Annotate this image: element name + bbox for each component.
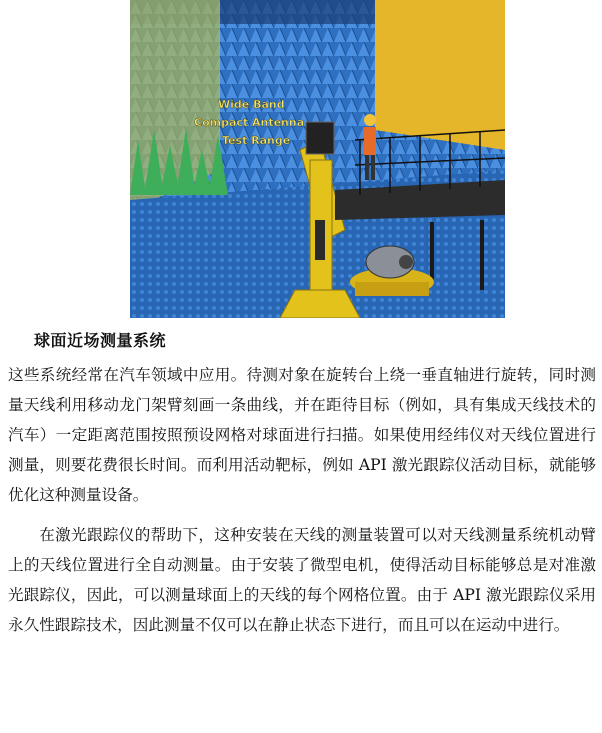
antenna-test-range-photo <box>130 0 505 318</box>
section-heading: 球面近场测量系统 <box>34 331 167 350</box>
paragraph-2: 在激光跟踪仪的帮助下，这种安装在天线的测量装置可以对天线测量系统机动臂上的天线位置进行全自动测量。由于安装了微型电机，使得活动目标能够总是对准激光跟踪仪，因此，可以测量球面上的天线的每个网格位置。由于 API 激光跟踪仪采用永久性跟踪技术，因此测量不仅可以在静止状态下进行，而且可以在运动中进行。 <box>8 526 596 634</box>
paragraph-1: 这些系统经常在汽车领域中应用。待测对象在旋转台上绕一垂直轴进行旋转，同时测量天线利用移动龙门架臂刻画一条曲线，并在距待目标（例如，具有集成天线技术的汽车）一定距离范围按照预设网格对球面进行扫描。如果使用经纬仪对天线位置进行测量，则要花费很长时间。而利用活动靶标，例如 API 激光跟踪仪活动目标，就能够优化这种测量设备。 <box>8 366 596 504</box>
overlay-label-line-3: Test Range <box>222 134 291 147</box>
overlay-label-line-1: Wide Band <box>218 98 285 111</box>
body-text <box>8 360 596 640</box>
overlay-label-line-2: Compact Antenna <box>194 116 305 129</box>
